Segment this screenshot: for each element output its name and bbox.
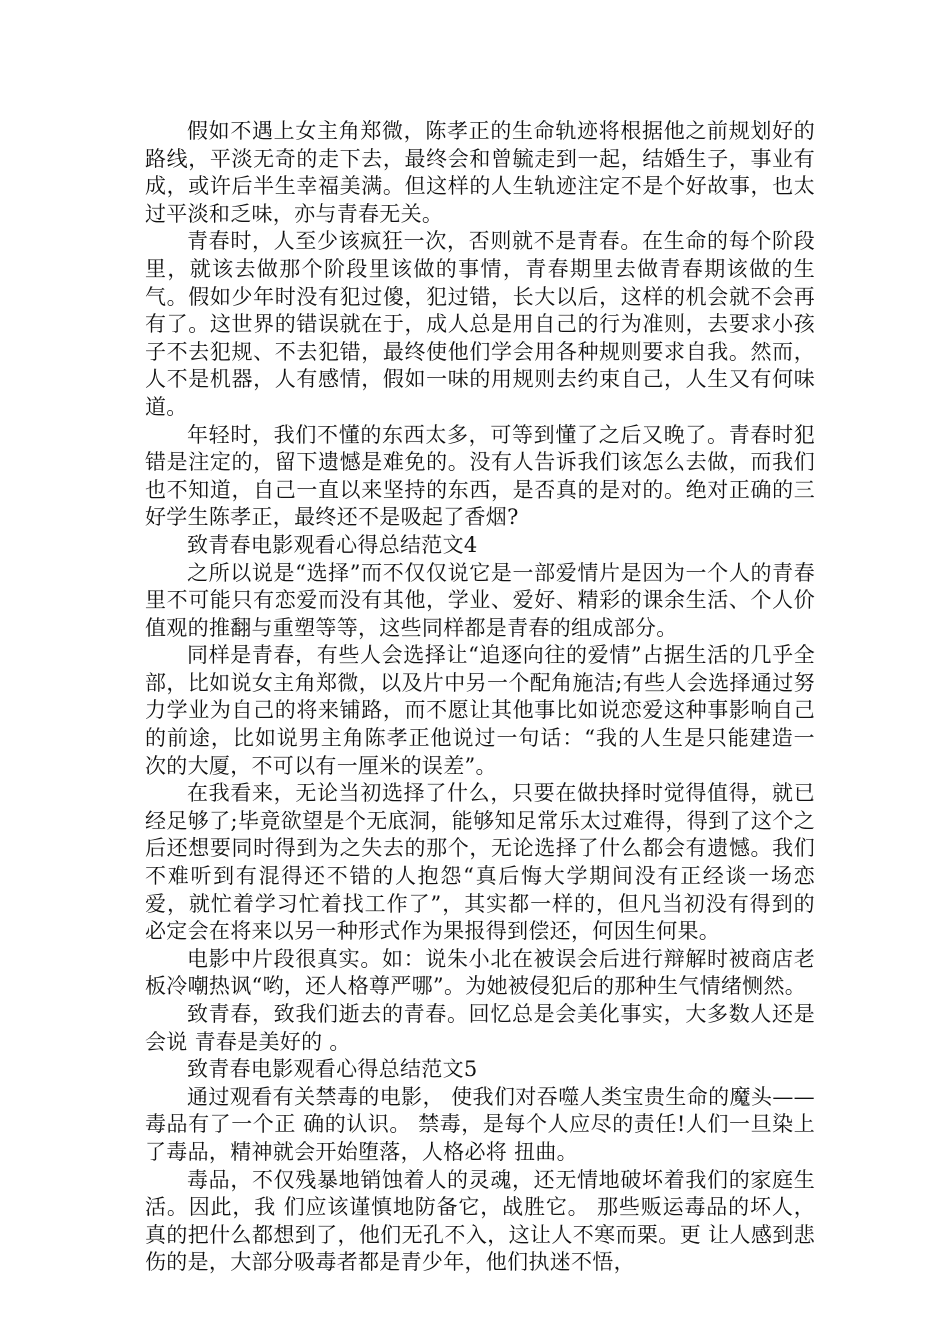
paragraph: 年轻时，我们不懂的东西太多，可等到懂了之后又晚了。青春时犯错是注定的，留下遗憾是难免的。没有人告诉我们该怎么去做，而我们也不知道，自己一直以来坚持的东西，是否真的是对的。绝对正确的三好学生陈孝正，最终还不是吸起了香烟?	[145, 422, 815, 530]
paragraph: 电影中片段很真实。如：说朱小北在被误会后进行辩解时被商店老板冷嘲热讽“哟，还人格尊严哪”。为她被侵犯后的那种生气情绪恻然。	[145, 946, 815, 999]
paragraph: 通过观看有关禁毒的电影， 使我们对吞噬人类宝贵生命的魔头——毒品有了一个正 确的认识。 禁毒，是每个人应尽的责任!人们一旦染上了毒品，精神就会开始堕落，人格必将 扭曲。	[145, 1084, 815, 1164]
section-heading: 致青春电影观看心得总结范文4	[187, 532, 478, 557]
paragraph: 同样是青春，有些人会选择让“追逐向往的爱情”占据生活的几乎全部，比如说女主角郑微，以及片中另一个配角施洁;有些人会选择通过努力学业为自己的将来铺路，而不愿让其他事比如说恋爱这种事影响自己的前途，比如说男主角陈孝正他说过一句话：“我的人生是只能建造一次的大厦，不可以有一厘米的误差”。	[145, 643, 815, 778]
document-page	[145, 118, 815, 1277]
paragraph: 假如不遇上女主角郑微，陈孝正的生命轨迹将根据他之前规划好的路线，平淡无奇的走下去，最终会和曾毓走到一起，结婚生子，事业有成，或许后半生幸福美满。但这样的人生轨迹注定不是个好故事，也太过平淡和乏味，亦与青春无关。	[145, 119, 815, 226]
section-heading: 致青春电影观看心得总结范文5	[187, 1057, 478, 1082]
paragraph: 之所以说是“选择”而不仅仅说它是一部爱情片是因为一个人的青春里不可能只有恋爱而没有其他，学业、爱好、精彩的课余生活、个人价值观的推翻与重塑等等，这些同样都是青春的组成部分。	[145, 560, 815, 640]
paragraph: 致青春，致我们逝去的青春。回忆总是会美化事实，大多数人还是会说 青春是美好的 。	[145, 1002, 815, 1054]
paragraph: 青春时，人至少该疯狂一次，否则就不是青春。在生命的每个阶段里，就该去做那个阶段里该做的事情，青春期里去做青春期该做的生气。假如少年时没有犯过傻，犯过错，长大以后，这样的机会就不会再有了。这世界的错误就在于，成人总是用自己的行为准则，去要求小孩子不去犯规、不去犯错，最终使他们学会用各种规则要求自我。然而，人不是机器，人有感情，假如一味的用规则去约束自己，人生又有何味道。	[145, 229, 815, 419]
paragraph: 毒品，不仅残暴地销蚀着人的灵魂，还无情地破坏着我们的家庭生活。因此，我 们应该谨慎地防备它，战胜它。 那些贩运毒品的坏人，真的把什么都想到了，他们无孔不入，这让人不寒而栗。更 让人感到悲伤的是，大部分吸毒者都是青少年，他们执迷不悟，	[145, 1167, 815, 1275]
paragraph: 在我看来，无论当初选择了什么，只要在做抉择时觉得值得，就已经足够了;毕竟欲望是个无底洞，能够知足常乐太过难得，得到了这个之后还想要同时得到为之失去的那个，无论选择了什么都会有遗憾。我们不难听到有混得还不错的人抱怨“真后悔大学期间没有正经谈一场恋爱，就忙着学习忙着找工作了”，其实都一样的，但凡当初没有得到的必定会在将来以另一种形式作为果报得到偿还，何因生何果。	[145, 781, 815, 944]
